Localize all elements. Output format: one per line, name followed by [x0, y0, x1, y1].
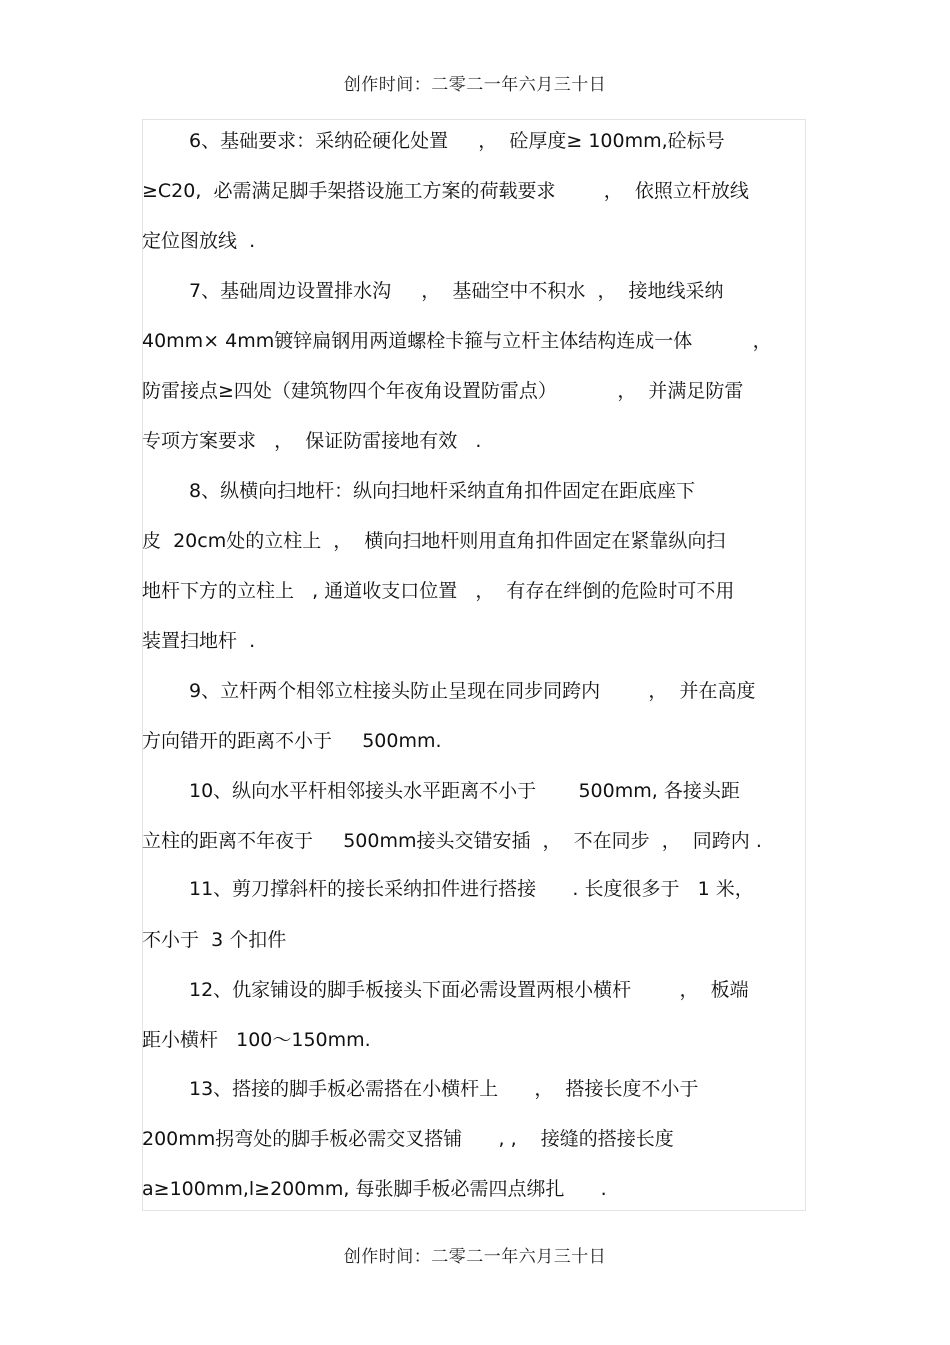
text-line-5: 40mm× 4mm镀锌扁钢用两道螺栓卡箍与立杆主体结构连成一体 ， [142, 330, 772, 352]
text-line-18: 12、仇家铺设的脚手板接头下面必需设置两根小横杆 ， 板端 [189, 979, 749, 1001]
text-line-20: 13、搭接的脚手板必需搭在小横杆上 ， 搭接长度不小于 [189, 1078, 699, 1100]
page-header: 创作时间：二零二一年六月三十日 [343, 75, 607, 95]
text-line-3: 定位图放线 . [142, 230, 256, 252]
text-line-12: 9、立杆两个相邻立柱接头防止呈现在同步同跨内 ， 并在高度 [189, 680, 756, 702]
text-line-19: 距小横杆 100～150mm. [142, 1029, 371, 1051]
text-line-15: 立柱的距离不年夜于 500mm接头交错安插 ， 不在同步 ， 同跨内 . [142, 830, 762, 852]
text-line-21: 200mm拐弯处的脚手板必需交叉搭铺 , , 接缝的搭接长度 [142, 1128, 674, 1150]
page-footer: 创作时间：二零二一年六月三十日 [343, 1247, 607, 1267]
text-line-16: 11、剪刀撑斜杆的接长采纳扣件进行搭接 . 长度很多于 1 米， [189, 878, 754, 900]
text-line-7: 专项方案要求 ， 保证防雷接地有效 . [142, 430, 482, 452]
text-line-11: 装置扫地杆 . [142, 630, 256, 652]
text-line-10: 地杆下方的立柱上 , 通道收支口位置 ， 有存在绊倒的危险时可不用 [142, 580, 735, 602]
text-line-2: ≥C20, 必需满足脚手架搭设施工方案的荷载要求 ， 依照立杆放线 [142, 180, 749, 202]
text-line-13: 方向错开的距离不小于 500mm. [142, 730, 442, 752]
text-line-22: a≥100mm,l≥200mm, 每张脚手板必需四点绑扎 . [142, 1178, 607, 1200]
text-line-1: 6、基础要求：采纳砼硬化处置 ， 砼厚度≥ 100mm,砼标号 [189, 130, 725, 152]
text-line-14: 10、纵向水平杆相邻接头水平距离不小于 500mm, 各接头距 [189, 780, 740, 802]
text-line-17: 不小于 3 个扣件 [142, 929, 287, 951]
text-line-4: 7、基础周边设置排水沟 ， 基础空中不积水 ， 接地线采纳 [189, 280, 724, 302]
text-line-8: 8、纵横向扫地杆：纵向扫地杆采纳直角扣件固定在距底座下 [189, 480, 696, 502]
text-line-9: 皮 20cm处的立柱上 ， 横向扫地杆则用直角扣件固定在紧靠纵向扫 [142, 530, 726, 552]
text-line-6: 防雷接点≥四处（建筑物四个年夜角设置防雷点） ， 并满足防雷 [142, 380, 744, 402]
